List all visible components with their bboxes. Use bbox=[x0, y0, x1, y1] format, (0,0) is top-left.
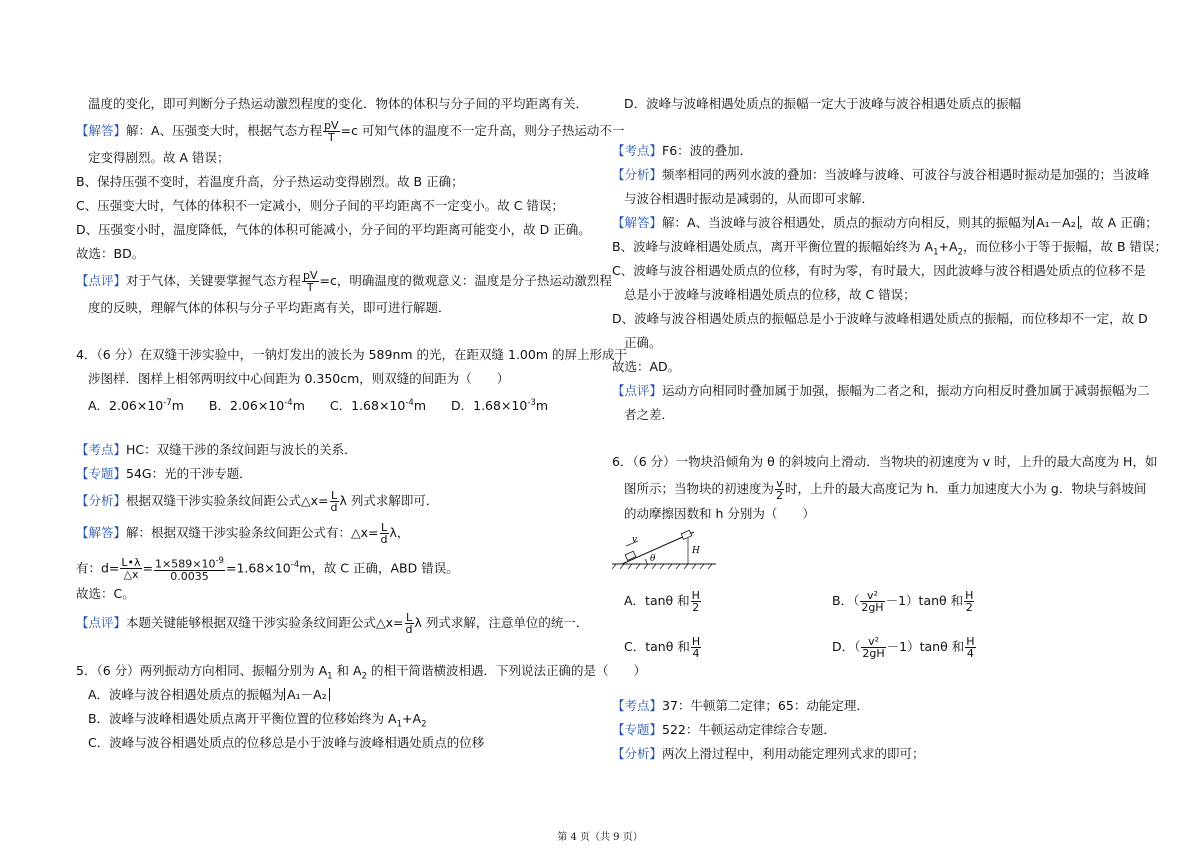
question-5: 5．（6 分）两列振动方向相同、振幅分别为 $A_1$ 和 $A_2$ 的相干简谐横波相遇．下列说法正确的是（ ） bbox=[76, 663, 646, 682]
text-line: C、波峰与波谷相遇处质点的位移，有时为零，有时最大，因此波峰与波谷相遇处质点的位移不是 bbox=[612, 263, 1146, 278]
fraction: $\frac{L}{d}$ bbox=[380, 521, 388, 546]
figure-label-theta: θ bbox=[650, 554, 656, 564]
fraction: $\frac{pV}{T}$ bbox=[324, 119, 339, 144]
figure-label-v: v bbox=[632, 535, 638, 545]
question-6-cont: 图所示；当物块的初速度为 $\frac{v}{2}$ 时，上升的最大高度记为 h．重力加速度大小为 g．物块与斜坡间 bbox=[624, 477, 1147, 502]
text-line: 与波谷相遇时振动是减弱的，从而即可求解． bbox=[624, 191, 875, 206]
tag-fenxi: 【分析】 bbox=[612, 746, 663, 761]
zhuanti-line: 【专题】54G：光的干涉专题． bbox=[76, 466, 252, 481]
question-4-options: A．$2.06\times 10^{-7}m$ B．$2.06\times 10^{-4}m$ C．$1.68\times 10^{-4}m$ D．$1.68\times 10^{-3}m$ bbox=[88, 398, 548, 414]
fraction: $\frac{L•\lambda}{\triangle x}$ bbox=[121, 556, 141, 582]
tag-answer: 【解答】 bbox=[76, 123, 127, 138]
text-line: 者之差． bbox=[624, 407, 675, 422]
tag-zhuanti: 【专题】 bbox=[76, 466, 127, 481]
tag-fenxi: 【分析】 bbox=[76, 493, 127, 508]
comment-line: 【点评】本题关键能够根据双缝干涉实验条纹间距公式△x= $\frac{L}{d}$ λ 列式求解，注意单位的统一． bbox=[76, 611, 589, 636]
question-6-cont: 的动摩擦因数和 h 分别为（ ） bbox=[624, 506, 815, 521]
text-line: 温度的变化，即可判断分子热运动激烈程度的变化．物体的体积与分子间的平均距离有关． bbox=[88, 96, 589, 111]
fraction: $\frac{L}{d}$ bbox=[405, 611, 413, 636]
answer-line bbox=[76, 120, 624, 143]
tag-zhuanti: 【专题】 bbox=[612, 722, 663, 737]
fraction: $\frac{pV}{T}$ bbox=[303, 269, 318, 294]
text-line: D、波峰与波谷相遇处质点的振幅总是小于波峰与波峰相遇处质点的振幅，而位移却不一定，故 D bbox=[612, 311, 1148, 326]
tag-fenxi: 【分析】 bbox=[612, 167, 663, 182]
question-5-option-a: A．波峰与波谷相遇处质点的振幅为 A₁－A₂ bbox=[88, 687, 330, 703]
fenxi-line: 【分析】频率相同的两列水波的叠加：当波峰与波峰、可波谷与波谷相遇时振动是加强的；当波峰 bbox=[612, 167, 1150, 182]
question-6-option-a: A．tanθ 和 $\frac{H}{2}$ bbox=[624, 589, 700, 614]
question-6-option-c: C．tanθ 和 $\frac{H}{4}$ bbox=[624, 635, 701, 660]
kaodian-line: 【考点】37：牛顿第二定律；65：动能定理． bbox=[612, 698, 869, 713]
tag-kaodian: 【考点】 bbox=[612, 143, 663, 158]
zhuanti-line: 【专题】522：牛顿运动定律综合专题． bbox=[612, 722, 836, 737]
text: =c 可知气体的温度不一定升高，则分子热运动不一 bbox=[340, 123, 625, 138]
text-line: 正确。 bbox=[624, 335, 662, 350]
text-line: B、保持压强不变时，若温度升高，分子热运动变得剧烈。故 B 正确； bbox=[76, 174, 464, 189]
fraction: $\frac{H}{4}$ bbox=[691, 635, 701, 660]
fraction: $\frac{L}{d}$ bbox=[330, 489, 338, 514]
tag-jieda: 【解答】 bbox=[76, 525, 127, 540]
tag-comment: 【点评】 bbox=[76, 273, 127, 288]
figure-label-H: H bbox=[692, 546, 700, 556]
kaodian-line: 【考点】HC：双缝干涉的条纹间距与波长的关系． bbox=[76, 442, 357, 457]
tag-kaodian: 【考点】 bbox=[612, 698, 663, 713]
text-line: C、压强变大时，气体的体积不一定减小，则分子间的平均距离不一定变小。故 C 错误； bbox=[76, 198, 564, 213]
fraction: $\frac{v}{2}$ bbox=[776, 477, 784, 502]
text: 对于气体，关键要掌握气态方程 bbox=[126, 273, 302, 288]
question-6-option-b: B．（ $\frac{\text{v²}}{2gH}$ －1）tanθ 和 $\frac{H}{2}$ bbox=[832, 589, 974, 614]
fraction: $\frac{\text{v²}}{2gH}$ bbox=[862, 635, 885, 660]
comment-line: 【点评】运动方向相同时叠加属于加强，振幅为二者之和，振动方向相反时叠加属于减弱振幅为二 bbox=[612, 383, 1150, 398]
page-footer: 第 4 页（共 9 页） bbox=[557, 832, 643, 843]
equation-line: 有：d= $\frac{L•\lambda}{\triangle x}$ = $\frac{1\times 589\times 10^{-9}}{0.0035}$ $=1.68\times 10^{-4}m$，故 C 正确，ABD 错误。 bbox=[76, 556, 459, 583]
tag-kaodian: 【考点】 bbox=[76, 442, 127, 457]
text: =c，明确温度的微观意义：温度是分子热运动激烈程 bbox=[319, 273, 612, 288]
comment-line bbox=[76, 270, 612, 293]
fraction: $\frac{H}{2}$ bbox=[691, 589, 700, 614]
text-line: 故选：AD。 bbox=[612, 359, 681, 374]
text-line: 度的反映，理解气体的体积与分子平均距离有关，即可进行解题． bbox=[88, 300, 451, 315]
text-line: 故选：BD。 bbox=[76, 246, 145, 261]
tag-jieda: 【解答】 bbox=[612, 215, 663, 230]
fraction: $\frac{1\times 589\times 10^{-9}}{0.0035}$ bbox=[155, 556, 224, 583]
question-4: 4．（6 分）在双缝干涉实验中，一钠灯发出的波长为 589nm 的光，在距双缝 1.00m 的屏上形成干 bbox=[76, 347, 627, 362]
incline-figure bbox=[612, 524, 722, 570]
tag-comment: 【点评】 bbox=[612, 383, 663, 398]
kaodian-line: 【考点】F6：波的叠加． bbox=[612, 143, 753, 158]
text-line: 总是小于波峰与波峰相遇处质点的位移，故 C 错误； bbox=[624, 287, 916, 302]
text: 解：A、压强变大时，根据气态方程 bbox=[126, 123, 323, 138]
fraction: $\frac{\text{v²}}{2gH}$ bbox=[861, 589, 884, 614]
question-6-option-d: D．（ $\frac{\text{v²}}{2gH}$ －1）tanθ 和 $\frac{H}{4}$ bbox=[832, 635, 975, 660]
question-4-cont: 涉图样．图样上相邻两明纹中心间距为 0.350cm，则双缝的间距为（ ） bbox=[88, 371, 510, 386]
question-5-option-c: C．波峰与波谷相遇处质点的位移总是小于波峰与波峰相遇处质点的位移 bbox=[88, 735, 485, 750]
text-line: D、压强变小时，温度降低，气体的体积可能减小，分子间的平均距离可能变小，故 D 正确。 bbox=[76, 222, 591, 237]
fraction: $\frac{H}{4}$ bbox=[966, 635, 975, 660]
fraction: $\frac{H}{2}$ bbox=[965, 589, 974, 614]
tag-comment: 【点评】 bbox=[76, 615, 127, 630]
question-5-option-d: D．波峰与波峰相遇处质点的振幅一定大于波峰与波谷相遇处质点的振幅 bbox=[624, 96, 1022, 111]
fenxi-line: 【分析】根据双缝干涉实验条纹间距公式△x= $\frac{L}{d}$ λ 列式求解即可． bbox=[76, 489, 439, 514]
text-line: B、波峰与波峰相遇处质点，离开平衡位置的振幅始终为 $A_1+A_2$，而位移小于等于振幅，故 B 错误； bbox=[612, 239, 1168, 258]
jieda-line: 【解答】解：A、当波峰与波谷相遇处，质点的振动方向相反，则其的振幅为 A₁－A₂ ，故 A 正确； bbox=[612, 215, 1158, 230]
fenxi-line: 【分析】两次上滑过程中，利用动能定理列式求的即可； bbox=[612, 746, 925, 761]
text-line: 故选：C。 bbox=[76, 586, 135, 601]
question-5-option-b: B．波峰与波峰相遇处质点离开平衡位置的位移始终为 $A_1+A_2$ bbox=[88, 711, 427, 730]
jieda-line: 【解答】解：根据双缝干涉实验条纹间距公式有：△x= $\frac{L}{d}$ λ， bbox=[76, 521, 410, 546]
text-line: 定变得剧烈。故 A 错误； bbox=[88, 150, 230, 165]
question-6: 6．（6 分）一物块沿倾角为 θ 的斜坡向上滑动．当物块的初速度为 v 时，上升的最大高度为 H，如 bbox=[612, 454, 1158, 469]
